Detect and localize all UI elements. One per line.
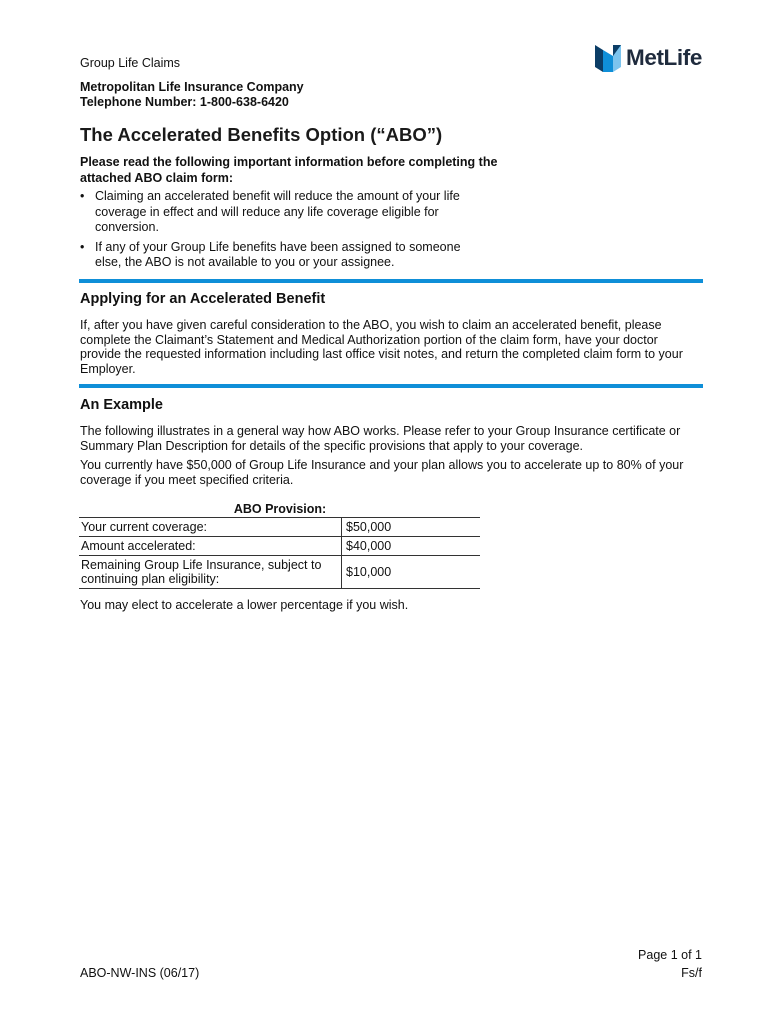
example-paragraph-2: You currently have $50,000 of Group Life Insurance and your plan allows you to accelerate up to 80% of your coverage if you meet specified criteria. <box>80 458 684 487</box>
form-code: ABO-NW-INS (06/17) <box>80 966 200 980</box>
bullet-text: Claiming an accelerated benefit will reduce the amount of your life coverage in effect and will reduce any life coverage eligible for conversion. <box>95 189 460 234</box>
row-label: Your current coverage: <box>79 518 342 537</box>
example-paragraph-1: The following illustrates in a general way how ABO works. Please refer to your Group Insurance certificate or Summary Plan Description for details of the specific provisions that apply to your coverage. <box>80 424 681 453</box>
bullet-text: If any of your Group Life benefits have been assigned to someone else, the ABO is not available to you or your assignee. <box>95 239 461 269</box>
department-label: Group Life Claims <box>80 56 181 70</box>
row-label: Remaining Group Life Insurance, subject to continuing plan eligibility: <box>79 556 342 589</box>
table-row <box>79 518 480 537</box>
company-block <box>80 80 304 110</box>
section-divider <box>79 384 703 388</box>
example-heading: An Example <box>80 397 163 413</box>
page-number: Page 1 of 1 <box>638 948 702 962</box>
list-item <box>80 189 480 236</box>
company-name: Metropolitan Life Insurance Company <box>80 80 304 94</box>
list-item <box>80 240 480 271</box>
form-suffix: Fs/f <box>681 966 702 980</box>
applying-body: If, after you have given careful consideration to the ABO, you wish to claim an accelerated benefit, please complete the Claimant’s Statement and Medical Authorization portion of the claim form, have your doctor provide the requested information including last office visit notes, and return the completed claim form to your Employer. <box>80 318 683 376</box>
row-value: $10,000 <box>342 556 481 589</box>
abo-provision-title: ABO Provision: <box>233 502 327 516</box>
metlife-mark-icon <box>595 45 621 72</box>
row-label: Amount accelerated: <box>79 537 342 556</box>
closing-note: You may elect to accelerate a lower percentage if you wish. <box>80 598 409 612</box>
bullet-icon: • <box>80 189 85 203</box>
table-row <box>79 537 480 556</box>
applying-heading: Applying for an Accelerated Benefit <box>80 291 326 307</box>
table-row <box>79 556 480 589</box>
metlife-logo <box>595 44 702 72</box>
logo-wordmark: MetLife <box>626 45 702 70</box>
page-title: The Accelerated Benefits Option (“ABO”) <box>80 124 443 145</box>
intro-bullet-list <box>80 189 480 275</box>
telephone-number: Telephone Number: 1-800-638-6420 <box>80 95 289 109</box>
row-value: $50,000 <box>342 518 481 537</box>
bullet-icon: • <box>80 239 85 254</box>
intro-lead: Please read the following important information before completing the attached ABO claim form: <box>80 155 498 185</box>
row-value: $40,000 <box>342 537 481 556</box>
abo-provision-table <box>79 517 480 589</box>
section-divider <box>79 279 703 283</box>
